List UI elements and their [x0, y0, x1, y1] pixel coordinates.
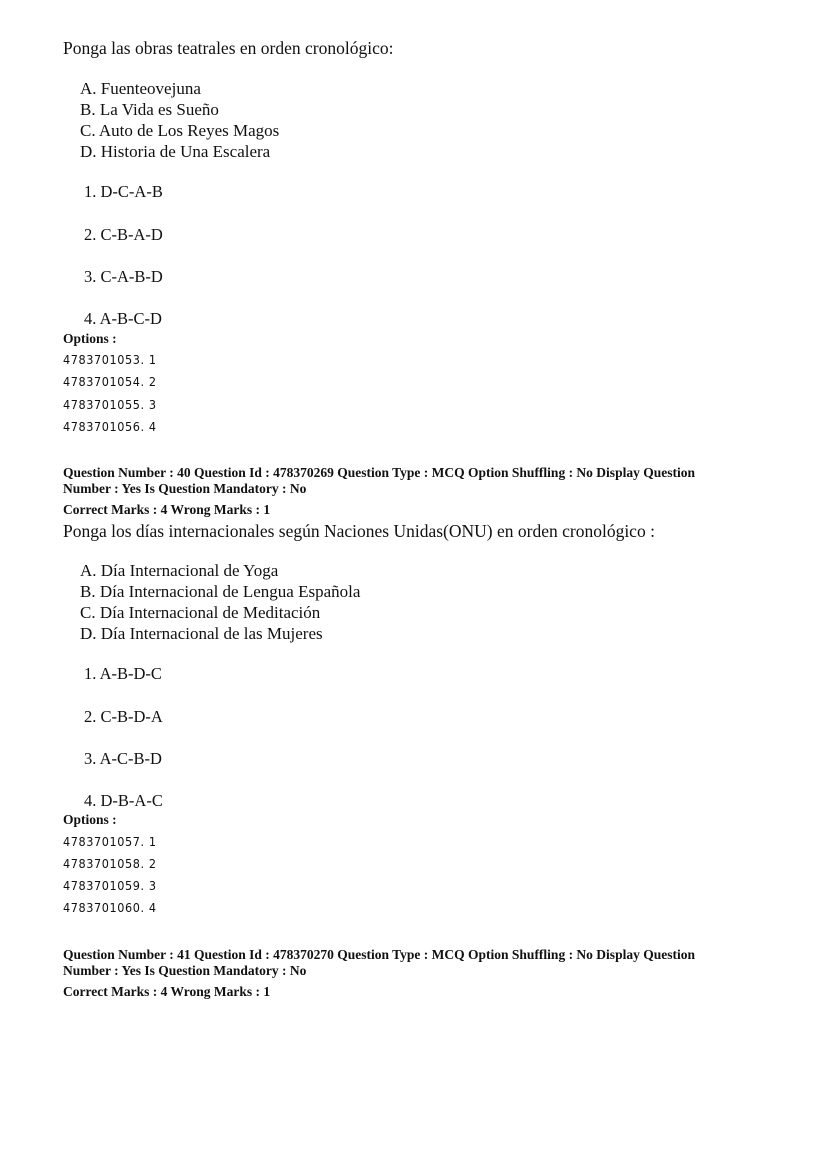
q40-meta-line2: Number : Yes Is Question Mandatory : No	[63, 481, 307, 496]
q39-option-2: 4783701054. 2	[63, 374, 157, 389]
q39-option-4: 4783701056. 4	[63, 419, 157, 434]
question-39-text: Ponga las obras teatrales en orden cronológico:	[63, 38, 394, 58]
q40-option-4: 4783701060. 4	[63, 900, 157, 915]
q40-item-c: C. Día Internacional de Meditación	[80, 603, 321, 622]
q41-meta-line1: Question Number : 41 Question Id : 478370270 Question Type : MCQ Option Shuffling : No Display Question	[63, 947, 695, 962]
q40-item-b: B. Día Internacional de Lengua Española	[80, 582, 361, 601]
q39-option-3: 4783701055. 3	[63, 397, 157, 412]
q39-item-b: B. La Vida es Sueño	[80, 100, 219, 119]
q40-option-2: 4783701058. 2	[63, 856, 157, 871]
q39-item-d: D. Historia de Una Escalera	[80, 142, 271, 161]
q39-options-label: Options :	[63, 331, 117, 346]
q40-answer-1: 1. A-B-D-C	[84, 664, 162, 683]
q40-meta-line1: Question Number : 40 Question Id : 478370269 Question Type : MCQ Option Shuffling : No Display Question	[63, 465, 695, 480]
q39-answer-2: 2. C-B-A-D	[84, 225, 163, 244]
q40-answer-4: 4. D-B-A-C	[84, 791, 163, 810]
q40-marks: Correct Marks : 4 Wrong Marks : 1	[63, 502, 271, 517]
q40-answer-3: 3. A-C-B-D	[84, 749, 162, 768]
q39-item-a: A. Fuenteovejuna	[80, 79, 201, 98]
q39-option-1: 4783701053. 1	[63, 352, 157, 367]
q41-marks: Correct Marks : 4 Wrong Marks : 1	[63, 984, 271, 999]
q39-item-c: C. Auto de Los Reyes Magos	[80, 121, 280, 140]
q39-answer-1: 1. D-C-A-B	[84, 182, 163, 201]
q40-options-label: Options :	[63, 812, 117, 827]
q40-answer-2: 2. C-B-D-A	[84, 707, 163, 726]
q40-item-a: A. Día Internacional de Yoga	[80, 561, 279, 580]
q40-item-d: D. Día Internacional de las Mujeres	[80, 624, 323, 643]
q39-answer-3: 3. C-A-B-D	[84, 267, 163, 286]
question-40-text: Ponga los días internacionales según Naciones Unidas(ONU) en orden cronológico :	[63, 521, 655, 541]
q40-option-3: 4783701059. 3	[63, 878, 157, 893]
q41-meta-line2: Number : Yes Is Question Mandatory : No	[63, 963, 307, 978]
q39-answer-4: 4. A-B-C-D	[84, 309, 162, 328]
q41-meta	[63, 947, 763, 979]
q40-option-1: 4783701057. 1	[63, 834, 157, 849]
q40-meta	[63, 465, 763, 497]
